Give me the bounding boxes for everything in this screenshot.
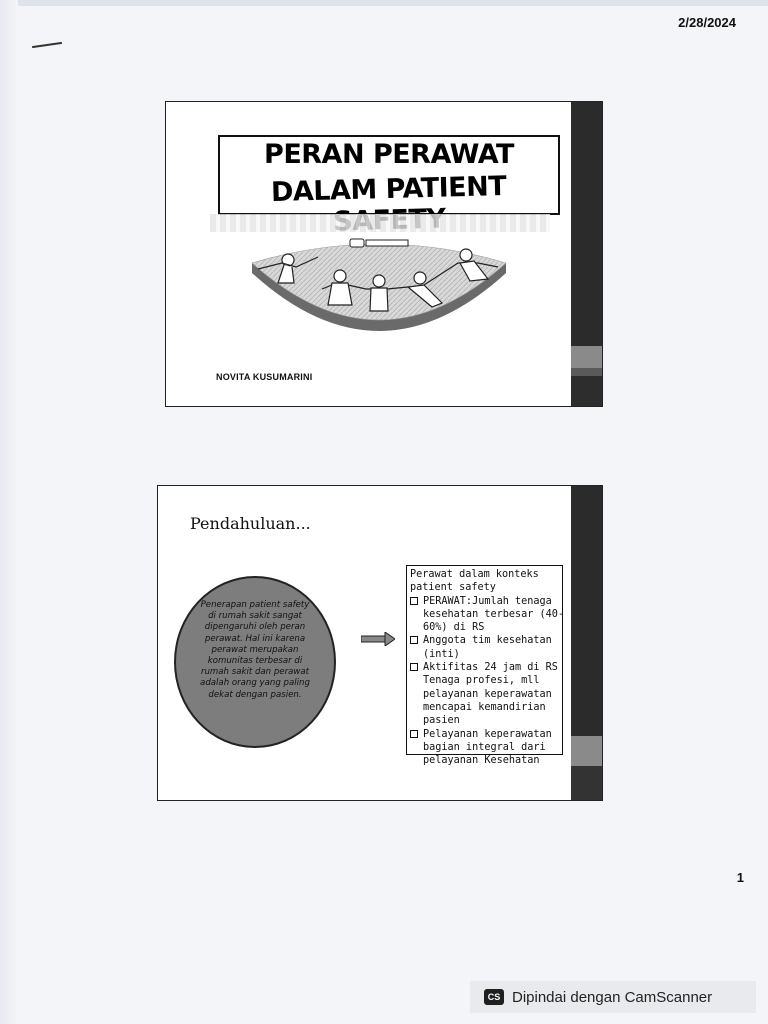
scan-left-edge: [0, 0, 18, 1024]
circle-text: Penerapan patient safety di rumah sakit sangat dipengaruhi oleh peran perawat. Hal ini karena perawat merupakan komunitas terbesar di rumah sakit dan perawat adalah orang yang paling dekat dengan pasien.: [200, 600, 310, 700]
pen-mark: [32, 42, 62, 48]
checkbox-bullet-icon: [410, 636, 418, 644]
title-box: [218, 135, 560, 215]
page-number: 1: [736, 870, 744, 885]
context-heading: Perawat dalam konteks patient safety: [410, 569, 539, 594]
list-item: Anggota tim kesehatan (inti): [410, 634, 570, 661]
checkbox-bullet-icon: [410, 663, 418, 671]
patient-safety-illustration: [248, 227, 510, 339]
slide-heading: Pendahuluan...: [190, 514, 311, 533]
author-name: NOVITA KUSUMARINI: [216, 372, 313, 382]
checkbox-bullet-icon: [410, 730, 418, 738]
context-text: [410, 568, 570, 767]
camscanner-text: Dipindai dengan CamScanner: [512, 988, 713, 1006]
scan-top-edge: [0, 0, 768, 6]
camscanner-logo-icon: CS: [484, 989, 504, 1005]
list-item: Pelayanan keperawatan bagian integral dari pelayanan Kesehatan: [410, 728, 570, 768]
list-item: PERAWAT:Jumlah tenaga kesehatan terbesar (40-60%) di RS: [410, 595, 570, 635]
slide-title: [165, 101, 603, 407]
slide-sidebar: [571, 102, 602, 406]
checkbox-bullet-icon: [410, 597, 418, 605]
print-date: 2/28/2024: [678, 15, 736, 30]
title-line-1: PERAN PERAWAT: [264, 139, 514, 170]
list-item: Aktifitas 24 jam di RS Tenaga profesi, mll pelayanan keperawatan mencapai kemandirian pasien: [410, 661, 570, 727]
arrow-right-icon: [361, 632, 395, 646]
camscanner-watermark: [470, 981, 756, 1013]
slide-introduction: [157, 485, 603, 801]
title-line-2: DALAM PATIENT: [270, 170, 507, 209]
slide-sidebar: [571, 486, 602, 800]
